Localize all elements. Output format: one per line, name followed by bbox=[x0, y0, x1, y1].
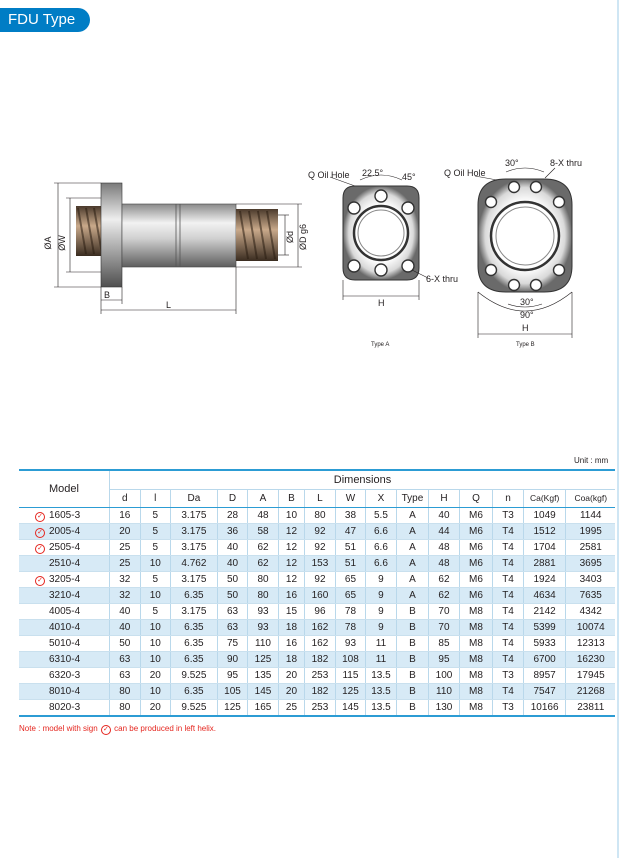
table-cell: 130 bbox=[429, 700, 460, 717]
angle-30-bottom: 30° bbox=[520, 297, 534, 307]
dim-phi-a: ØA bbox=[43, 236, 53, 250]
table-cell: 32 bbox=[110, 588, 141, 604]
table-cell: T3 bbox=[493, 668, 524, 684]
table-cell: 47 bbox=[335, 524, 366, 540]
table-cell: 16 bbox=[278, 588, 304, 604]
dim-b: B bbox=[104, 290, 111, 300]
table-cell: 182 bbox=[305, 684, 336, 700]
table-cell: 6.6 bbox=[366, 540, 397, 556]
table-cell: 15 bbox=[278, 604, 304, 620]
table-cell: 5.5 bbox=[366, 508, 397, 524]
table-cell: T3 bbox=[493, 700, 524, 717]
dim-phi-dg6: ØD g6 bbox=[298, 223, 308, 251]
table-cell: 10 bbox=[140, 652, 171, 668]
table-cell: 63 bbox=[110, 652, 141, 668]
table-cell: 58 bbox=[248, 524, 279, 540]
table-cell: M6 bbox=[459, 540, 493, 556]
table-cell: 23811 bbox=[566, 700, 615, 717]
model-cell bbox=[19, 684, 110, 700]
check-icon: ✓ bbox=[35, 512, 45, 522]
table-cell: B bbox=[396, 700, 429, 717]
unit-label: Unit : mm bbox=[574, 456, 609, 465]
table-cell: M8 bbox=[459, 604, 493, 620]
table-row bbox=[19, 588, 615, 604]
table-row bbox=[19, 524, 615, 540]
table-cell: 162 bbox=[305, 636, 336, 652]
table-cell: T4 bbox=[493, 604, 524, 620]
table-cell: A bbox=[396, 588, 429, 604]
table-cell: 80 bbox=[248, 588, 279, 604]
check-icon: ✓ bbox=[101, 725, 111, 735]
table-cell: 6.6 bbox=[366, 524, 397, 540]
table-cell: 6.35 bbox=[171, 684, 218, 700]
table-row bbox=[19, 604, 615, 620]
model-cell bbox=[19, 572, 110, 588]
table-cell: 17945 bbox=[566, 668, 615, 684]
table-cell: 9 bbox=[366, 604, 397, 620]
table-cell: 93 bbox=[248, 620, 279, 636]
table-cell: 80 bbox=[248, 572, 279, 588]
dim-h-a: H bbox=[378, 298, 385, 308]
table-cell: 1512 bbox=[523, 524, 566, 540]
table-cell: 145 bbox=[335, 700, 366, 717]
table-cell: 95 bbox=[429, 652, 460, 668]
column-header: Ca(Kgf) bbox=[523, 490, 566, 508]
table-cell: 9.525 bbox=[171, 668, 218, 684]
table-cell: 13.5 bbox=[366, 700, 397, 717]
table-cell: B bbox=[396, 620, 429, 636]
model-name: 6310-4 bbox=[49, 654, 81, 665]
footnote bbox=[19, 724, 216, 735]
table-cell: 62 bbox=[248, 556, 279, 572]
model-header: Model bbox=[19, 470, 110, 508]
angle-45: 45° bbox=[402, 172, 416, 182]
column-header: B bbox=[278, 490, 304, 508]
column-header: A bbox=[248, 490, 279, 508]
table-cell: 3.175 bbox=[171, 604, 218, 620]
column-header: Type bbox=[396, 490, 429, 508]
table-cell: 3695 bbox=[566, 556, 615, 572]
column-header: l bbox=[140, 490, 171, 508]
table-cell: T4 bbox=[493, 684, 524, 700]
table-cell: 5 bbox=[140, 508, 171, 524]
table-cell: 110 bbox=[429, 684, 460, 700]
table-cell: A bbox=[396, 556, 429, 572]
table-cell: 125 bbox=[335, 684, 366, 700]
table-cell: 63 bbox=[217, 604, 248, 620]
table-cell: 6700 bbox=[523, 652, 566, 668]
table-cell: 40 bbox=[217, 556, 248, 572]
model-name: 2510-4 bbox=[49, 558, 81, 569]
table-cell: 7547 bbox=[523, 684, 566, 700]
front-view-type-a bbox=[308, 168, 458, 348]
table-cell: 125 bbox=[248, 652, 279, 668]
table-cell: 70 bbox=[429, 604, 460, 620]
table-cell: T3 bbox=[493, 508, 524, 524]
table-cell: T4 bbox=[493, 524, 524, 540]
six-x-thru: 6-X thru bbox=[426, 274, 459, 284]
table-cell: 20 bbox=[278, 684, 304, 700]
table-cell: 50 bbox=[110, 636, 141, 652]
table-cell: T4 bbox=[493, 540, 524, 556]
table-cell: 10 bbox=[278, 508, 304, 524]
table-cell: 62 bbox=[248, 540, 279, 556]
caption-type-a: Type A bbox=[371, 342, 390, 348]
column-header: Q bbox=[459, 490, 493, 508]
table-cell: 10 bbox=[140, 556, 171, 572]
model-name: 8020-3 bbox=[49, 702, 81, 713]
table-cell: T4 bbox=[493, 588, 524, 604]
table-cell: 51 bbox=[335, 556, 366, 572]
table-cell: 48 bbox=[429, 540, 460, 556]
table-cell: B bbox=[396, 604, 429, 620]
table-cell: 78 bbox=[335, 604, 366, 620]
column-header: H bbox=[429, 490, 460, 508]
table-cell: 11 bbox=[366, 652, 397, 668]
table-cell: 48 bbox=[248, 508, 279, 524]
table-cell: 50 bbox=[217, 572, 248, 588]
table-cell: 105 bbox=[217, 684, 248, 700]
model-cell bbox=[19, 668, 110, 684]
table-cell: B bbox=[396, 668, 429, 684]
table-cell: 3.175 bbox=[171, 572, 218, 588]
angle-30-top: 30° bbox=[505, 158, 519, 168]
table-cell: 153 bbox=[305, 556, 336, 572]
table-cell: 7635 bbox=[566, 588, 615, 604]
table-cell: 4634 bbox=[523, 588, 566, 604]
column-header: D bbox=[217, 490, 248, 508]
table-cell: 2581 bbox=[566, 540, 615, 556]
table-row bbox=[19, 684, 615, 700]
table-cell: 5 bbox=[140, 572, 171, 588]
table-cell: 253 bbox=[305, 700, 336, 717]
table-cell: 92 bbox=[305, 540, 336, 556]
table-cell: 6.35 bbox=[171, 652, 218, 668]
table-cell: 5 bbox=[140, 604, 171, 620]
table-row bbox=[19, 700, 615, 717]
table-cell: M8 bbox=[459, 636, 493, 652]
table-row bbox=[19, 556, 615, 572]
table-cell: M6 bbox=[459, 572, 493, 588]
model-cell bbox=[19, 556, 110, 572]
model-cell bbox=[19, 524, 110, 540]
table-cell: 160 bbox=[305, 588, 336, 604]
model-cell bbox=[19, 652, 110, 668]
table-cell: T4 bbox=[493, 620, 524, 636]
table-cell: 25 bbox=[110, 556, 141, 572]
table-row bbox=[19, 508, 615, 524]
table-cell: 32 bbox=[110, 572, 141, 588]
table-cell: 3.175 bbox=[171, 508, 218, 524]
table-cell: B bbox=[396, 684, 429, 700]
check-icon: ✓ bbox=[35, 544, 45, 554]
model-name: 3205-4 bbox=[49, 574, 81, 585]
table-cell: T4 bbox=[493, 572, 524, 588]
table-cell: 78 bbox=[335, 620, 366, 636]
table-cell: 63 bbox=[110, 668, 141, 684]
model-name: 6320-3 bbox=[49, 670, 81, 681]
table-cell: 4342 bbox=[566, 604, 615, 620]
table-cell: 2142 bbox=[523, 604, 566, 620]
footnote-text-before: Note : model with sign bbox=[19, 724, 98, 733]
table-cell: 10166 bbox=[523, 700, 566, 717]
table-cell: 5933 bbox=[523, 636, 566, 652]
table-cell: T4 bbox=[493, 636, 524, 652]
table-cell: T4 bbox=[493, 556, 524, 572]
table-cell: A bbox=[396, 508, 429, 524]
table-cell: 21268 bbox=[566, 684, 615, 700]
flange bbox=[101, 183, 122, 287]
table-cell: 12 bbox=[278, 540, 304, 556]
technical-drawing bbox=[0, 0, 625, 360]
column-header: L bbox=[305, 490, 336, 508]
table-cell: 80 bbox=[305, 508, 336, 524]
table-cell: 16 bbox=[110, 508, 141, 524]
table-cell: 51 bbox=[335, 540, 366, 556]
table-cell: 12 bbox=[278, 556, 304, 572]
table-cell: 10 bbox=[140, 620, 171, 636]
table-cell: 6.35 bbox=[171, 636, 218, 652]
check-icon: ✓ bbox=[35, 576, 45, 586]
table-cell: 48 bbox=[429, 556, 460, 572]
q-oil-hole-b: Q Oil Hole bbox=[444, 168, 486, 178]
section-tag: FDU Type bbox=[0, 8, 90, 32]
model-name: 1605-3 bbox=[49, 510, 81, 521]
table-cell: 20 bbox=[278, 668, 304, 684]
table-row bbox=[19, 668, 615, 684]
table-cell: 20 bbox=[140, 700, 171, 717]
dim-phi-w: ØW bbox=[57, 235, 67, 251]
column-header: X bbox=[366, 490, 397, 508]
column-header: n bbox=[493, 490, 524, 508]
table-cell: 9 bbox=[366, 572, 397, 588]
table-cell: 100 bbox=[429, 668, 460, 684]
dimensions-header: Dimensions bbox=[110, 470, 616, 490]
table-cell: 253 bbox=[305, 668, 336, 684]
table-cell: 62 bbox=[429, 588, 460, 604]
table-cell: 1924 bbox=[523, 572, 566, 588]
table-cell: 10074 bbox=[566, 620, 615, 636]
table-cell: 5 bbox=[140, 524, 171, 540]
table-cell: 25 bbox=[278, 700, 304, 717]
table-cell: M8 bbox=[459, 700, 493, 717]
table-cell: 3403 bbox=[566, 572, 615, 588]
table-cell: 36 bbox=[217, 524, 248, 540]
table-cell: M8 bbox=[459, 668, 493, 684]
table-cell: 125 bbox=[217, 700, 248, 717]
table-cell: B bbox=[396, 652, 429, 668]
table-cell: 12313 bbox=[566, 636, 615, 652]
table-row bbox=[19, 636, 615, 652]
table-cell: 135 bbox=[248, 668, 279, 684]
table-cell: A bbox=[396, 572, 429, 588]
table-cell: 8957 bbox=[523, 668, 566, 684]
table-cell: 6.35 bbox=[171, 620, 218, 636]
table-cell: 115 bbox=[335, 668, 366, 684]
table-cell: 90 bbox=[217, 652, 248, 668]
table-cell: M8 bbox=[459, 652, 493, 668]
dim-h-b: H bbox=[522, 323, 529, 333]
spec-table bbox=[19, 469, 615, 717]
model-name: 4010-4 bbox=[49, 622, 81, 633]
table-cell: M6 bbox=[459, 508, 493, 524]
table-cell: 5 bbox=[140, 540, 171, 556]
table-cell: 9.525 bbox=[171, 700, 218, 717]
table-row bbox=[19, 572, 615, 588]
side-view bbox=[43, 183, 308, 314]
table-cell: 12 bbox=[278, 524, 304, 540]
table-cell: 20 bbox=[110, 524, 141, 540]
table-cell: 40 bbox=[110, 620, 141, 636]
table-cell: M6 bbox=[459, 588, 493, 604]
table-cell: 75 bbox=[217, 636, 248, 652]
table-cell: 44 bbox=[429, 524, 460, 540]
table-cell: 92 bbox=[305, 524, 336, 540]
table-cell: 10 bbox=[140, 588, 171, 604]
model-cell bbox=[19, 588, 110, 604]
model-name: 2505-4 bbox=[49, 542, 81, 553]
table-cell: 3.175 bbox=[171, 524, 218, 540]
table-cell: 110 bbox=[248, 636, 279, 652]
table-cell: 96 bbox=[305, 604, 336, 620]
table-cell: 28 bbox=[217, 508, 248, 524]
table-cell: 6.35 bbox=[171, 588, 218, 604]
table-cell: 65 bbox=[335, 572, 366, 588]
column-header: Da bbox=[171, 490, 218, 508]
table-cell: 6.6 bbox=[366, 556, 397, 572]
model-cell bbox=[19, 540, 110, 556]
check-icon: ✓ bbox=[35, 528, 45, 538]
table-cell: T4 bbox=[493, 652, 524, 668]
table-cell: 2881 bbox=[523, 556, 566, 572]
model-name: 2005-4 bbox=[49, 526, 81, 537]
table-cell: A bbox=[396, 524, 429, 540]
table-cell: M8 bbox=[459, 620, 493, 636]
table-cell: 1704 bbox=[523, 540, 566, 556]
column-header: W bbox=[335, 490, 366, 508]
table-cell: 13.5 bbox=[366, 668, 397, 684]
column-header: Coa(kgf) bbox=[566, 490, 615, 508]
model-name: 4005-4 bbox=[49, 606, 81, 617]
table-cell: 70 bbox=[429, 620, 460, 636]
nut-body bbox=[122, 204, 236, 267]
table-cell: 93 bbox=[335, 636, 366, 652]
footnote-text-after: can be produced in left helix. bbox=[114, 724, 217, 733]
table-cell: 95 bbox=[217, 668, 248, 684]
table-cell: 18 bbox=[278, 652, 304, 668]
table-cell: 1995 bbox=[566, 524, 615, 540]
table-cell: 40 bbox=[110, 604, 141, 620]
table-cell: 62 bbox=[429, 572, 460, 588]
table-cell: A bbox=[396, 540, 429, 556]
table-cell: 145 bbox=[248, 684, 279, 700]
front-view-type-b bbox=[444, 158, 582, 348]
table-cell: 3.175 bbox=[171, 540, 218, 556]
table-cell: 4.762 bbox=[171, 556, 218, 572]
table-cell: 85 bbox=[429, 636, 460, 652]
model-cell bbox=[19, 636, 110, 652]
model-cell bbox=[19, 604, 110, 620]
table-cell: 13.5 bbox=[366, 684, 397, 700]
table-cell: 50 bbox=[217, 588, 248, 604]
table-row bbox=[19, 620, 615, 636]
table-cell: 10 bbox=[140, 636, 171, 652]
table-cell: 12 bbox=[278, 572, 304, 588]
eight-x-thru: 8-X thru bbox=[550, 158, 583, 168]
table-cell: 38 bbox=[335, 508, 366, 524]
model-name: 3210-4 bbox=[49, 590, 81, 601]
model-cell bbox=[19, 620, 110, 636]
table-cell: 16 bbox=[278, 636, 304, 652]
table-cell: 1049 bbox=[523, 508, 566, 524]
table-row bbox=[19, 652, 615, 668]
table-cell: 40 bbox=[429, 508, 460, 524]
table-cell: M6 bbox=[459, 524, 493, 540]
table-cell: 10 bbox=[140, 684, 171, 700]
table-cell: 80 bbox=[110, 684, 141, 700]
table-cell: 40 bbox=[217, 540, 248, 556]
table-cell: 18 bbox=[278, 620, 304, 636]
table-cell: 25 bbox=[110, 540, 141, 556]
table-cell: 63 bbox=[217, 620, 248, 636]
table-cell: 5399 bbox=[523, 620, 566, 636]
table-cell: M8 bbox=[459, 684, 493, 700]
dim-phi-d: Ød bbox=[285, 230, 295, 244]
table-cell: 1144 bbox=[566, 508, 615, 524]
table-cell: 93 bbox=[248, 604, 279, 620]
model-name: 8010-4 bbox=[49, 686, 81, 697]
table-cell: 65 bbox=[335, 588, 366, 604]
table-cell: 108 bbox=[335, 652, 366, 668]
column-header: d bbox=[110, 490, 141, 508]
dim-l: L bbox=[166, 300, 172, 310]
table-cell: B bbox=[396, 636, 429, 652]
table-cell: 9 bbox=[366, 588, 397, 604]
table-cell: 92 bbox=[305, 572, 336, 588]
model-cell bbox=[19, 508, 110, 524]
model-cell bbox=[19, 700, 110, 717]
angle-22-5: 22.5° bbox=[362, 168, 384, 178]
table-cell: 80 bbox=[110, 700, 141, 717]
model-name: 5010-4 bbox=[49, 638, 81, 649]
angle-90: 90° bbox=[520, 310, 534, 320]
table-cell: 165 bbox=[248, 700, 279, 717]
table-cell: 162 bbox=[305, 620, 336, 636]
caption-type-b: Type B bbox=[516, 342, 535, 348]
table-cell: 11 bbox=[366, 636, 397, 652]
table-cell: 182 bbox=[305, 652, 336, 668]
table-cell: M6 bbox=[459, 556, 493, 572]
table-cell: 16230 bbox=[566, 652, 615, 668]
q-oil-hole-a: Q Oil Hole bbox=[308, 170, 350, 180]
table-cell: 20 bbox=[140, 668, 171, 684]
table-cell: 9 bbox=[366, 620, 397, 636]
table-row bbox=[19, 540, 615, 556]
